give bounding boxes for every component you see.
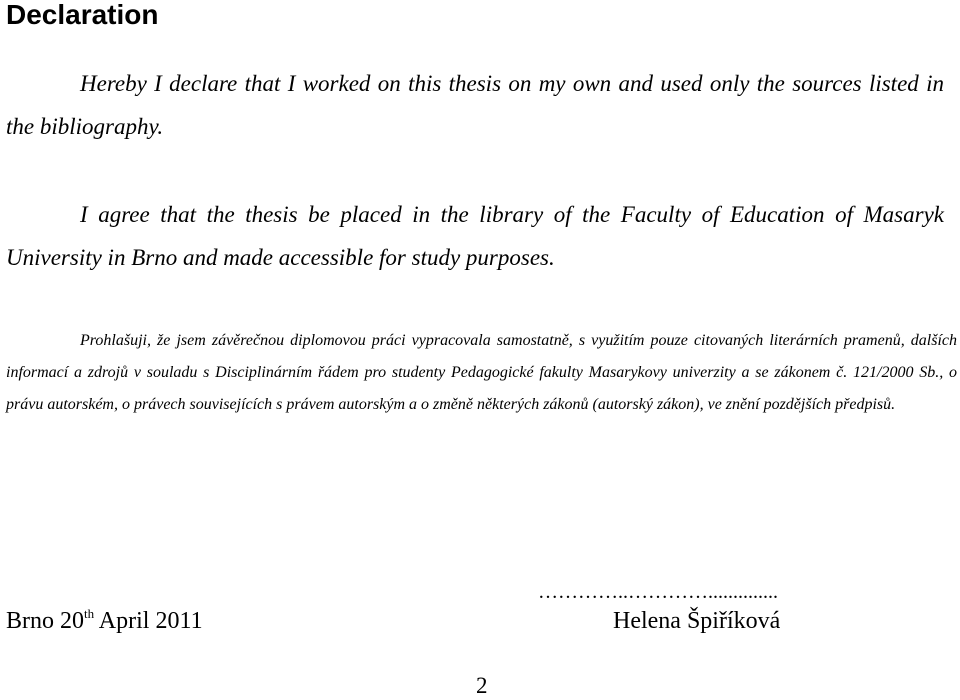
declaration-paragraph-library-access: I agree that the thesis be placed in the library of the Faculty of Education of Masaryk University in Brno and made accessible for study purposes. (6, 202, 944, 270)
place-date-suffix: April 2011 (94, 608, 203, 634)
place-date-superscript: th (84, 606, 95, 621)
page-number: 2 (476, 673, 488, 698)
declaration-paragraph-own-work: Hereby I declare that I worked on this thesis on my own and used only the sources listed in the bibliography. (6, 71, 944, 139)
declaration-paragraph-czech: Prohlašuji, že jsem závěrečnou diplomovou práci vypracovala samostatně, s využitím pouze citovaných literárních pramenů, dalších informací a zdrojů v souladu s Disciplinárním řádem pro studenty Pedagogické fakulty Masarykovy univerzity a se zákonem č. 121/2000 Sb., o právu autorském, o právech souvisejících s právem autorským a o změně některých zákonů (autorský zákon), ve znění pozdějších předpisů. (6, 332, 957, 413)
signature-block (0, 580, 960, 640)
signer-name: Helena Špiříková (613, 608, 781, 634)
place-and-date (6, 606, 203, 639)
signature-line: …………..………….............. (538, 581, 778, 603)
place-date-prefix: Brno 20 (6, 608, 84, 634)
page-title: Declaration (6, 0, 159, 30)
